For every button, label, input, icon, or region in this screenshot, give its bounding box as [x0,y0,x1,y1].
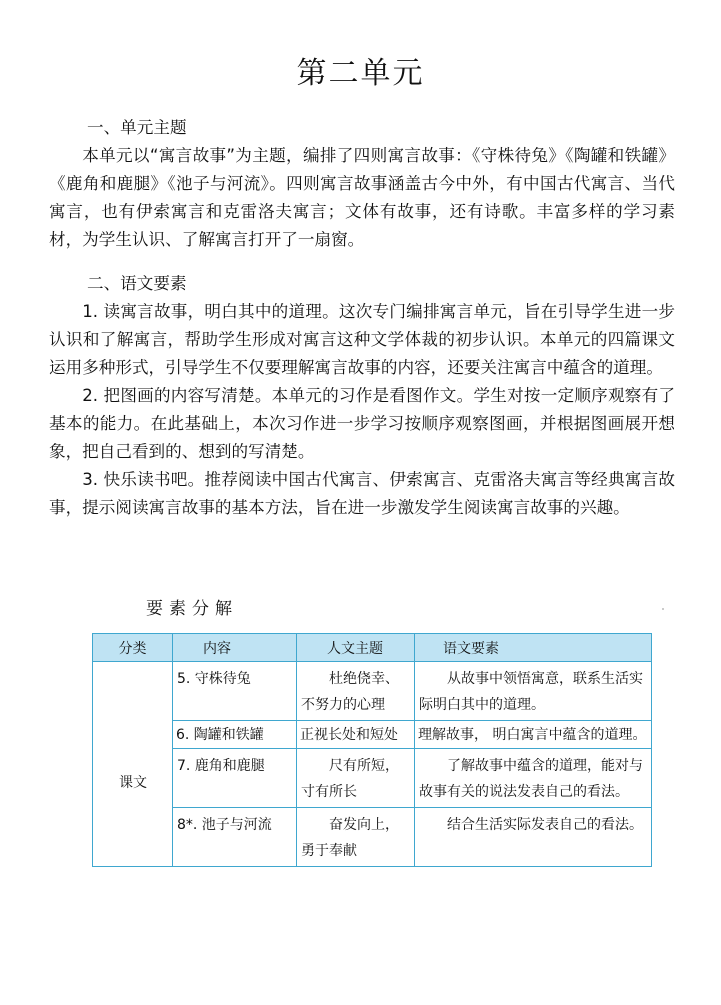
table-row [93,721,652,749]
category-cell: 课文 [93,662,173,867]
element-cell: 结合生活实际发表自己的看法。 [415,808,652,867]
section-unit-theme [49,114,675,254]
content-cell: 6. 陶罐和铁罐 [173,721,297,749]
table-header-row [93,634,652,662]
header-content: 内容 [173,634,297,662]
theme-cell: 正视长处和短处 [297,721,415,749]
table-row [93,808,652,867]
table-row [93,749,652,808]
breakdown-table [92,633,652,867]
table-row [93,662,652,721]
theme-cell: 奋发向上，勇于奉献 [297,808,415,867]
theme-cell: 尺有所短，寸有所长 [297,749,415,808]
header-theme: 人文主题 [297,634,415,662]
section-paragraph: 1. 读寓言故事，明白其中的道理。这次专门编排寓言单元，旨在引导学生进一步认识和了解寓言，帮助学生形成对寓言这种文学体裁的初步认识。本单元的四篇课文运用多种形式，引导学生不仅要理解寓言故事的内容，还要关注寓言中蕴含的道理。 [49,302,675,377]
section-heading: 二、语文要素 [87,274,187,293]
header-element: 语文要素 [415,634,652,662]
header-category: 分类 [93,634,173,662]
section-paragraph: 3. 快乐读书吧。推荐阅读中国古代寓言、伊索寓言、克雷洛夫寓言等经典寓言故事，提示阅读寓言故事的基本方法，旨在进一步激发学生阅读寓言故事的兴趣。 [49,470,675,517]
theme-cell: 杜绝侥幸、不努力的心理 [297,662,415,721]
content-cell: 8*. 池子与河流 [173,808,297,867]
element-cell: 理解故事， 明白寓言中蕴含的道理。 [415,721,652,749]
page-title: 第二单元 [296,56,425,91]
decorative-dot [662,608,664,610]
content-cell: 5. 守株待兔 [173,662,297,721]
content-cell: 7. 鹿角和鹿腿 [173,749,297,808]
breakdown-title: 要素分解 [146,599,238,619]
element-cell: 了解故事中蕴含的道理，能对与故事有关的说法发表自己的看法。 [415,749,652,808]
section-heading: 一、单元主题 [87,118,187,137]
element-cell: 从故事中领悟寓意，联系生活实际明白其中的道理。 [415,662,652,721]
section-paragraph: 本单元以“寓言故事”为主题，编排了四则寓言故事：《守株待兔》《陶罐和铁罐》《鹿角和鹿腿》《池子与河流》。四则寓言故事涵盖古今中外，有中国古代寓言、当代寓言，也有伊索寓言和克雷洛夫寓言；文体有故事，还有诗歌。丰富多样的学习素材，为学生认识、了解寓言打开了一扇窗。 [49,146,675,249]
section-language-elements [49,270,675,522]
section-paragraph: 2. 把图画的内容写清楚。本单元的习作是看图作文。学生对按一定顺序观察有了基本的能力。在此基础上，本次习作进一步学习按顺序观察图画，并根据图画展开想象，把自己看到的、想到的写清楚。 [49,386,675,461]
